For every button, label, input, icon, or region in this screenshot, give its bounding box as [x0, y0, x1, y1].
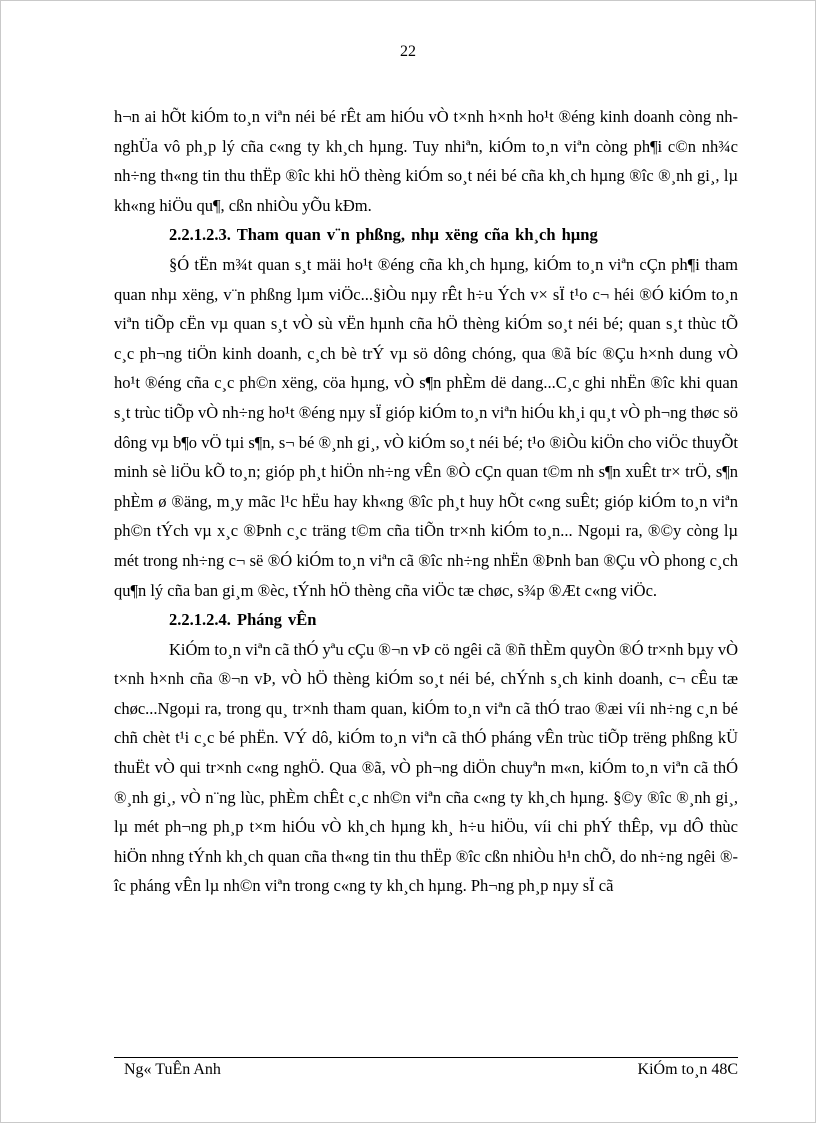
footer-author: Ng« TuÊn Anh — [124, 1061, 221, 1078]
section-heading: 2.2.1.2.3. Tham quan v¨n phßng, nhµ xëng cña kh¸ch hµng — [169, 225, 598, 245]
body-paragraph: h¬n ai hÕt kiÓm to¸n viªn néi bé rÊt am hiÓu vÒ t×nh h×nh ho¹t ®éng kinh doanh còng nh nghÜa vô ph¸p lý cña c«ng ty kh¸ch hµng. Tuy nhiªn, kiÓm to¸n viªn còng ph¶i c©n nh¾c nh÷ng th«ng tin thu thËp ®îc khi hÖ thèng kiÓm so¸t néi bé cña kh¸ch hµng ®îc ®¸nh gi¸, lµ kh«ng hiÖu qu¶, cßn nhiÒu yÕu kÐm. — [114, 107, 738, 215]
body-paragraph: KiÓm to¸n viªn cã thÓ yªu cÇu ®¬n vÞ cö ngêi cã ®ñ thÈm quyÒn ®Ó tr×nh bµy vÒ t×nh h×nh cña ®¬n vÞ, vÒ hÖ thèng kiÓm so¸t néi bé, chÝnh s¸ch kinh doanh, c¬ cÊu tæ chøc...Ngoµi ra, trong qu¸ tr×nh tham quan, kiÓm to¸n viªn cã thÓ trao ®æi víi nh÷ng c¸n bé chñ chèt t¹i c¸c bé phËn. VÝ dô, kiÓm to¸n viªn cã thÓ pháng vÊn trùc tiÕp trëng phßng kÜ thuËt vÒ qui tr×nh c«ng nghÖ. Qua ®ã, vÒ ph¬ng diÖn chuyªn m«n, kiÓm to¸n viªn cã thÓ ®¸nh gi¸, vÒ n¨ng lùc, phÈm chÊt c¸c nh©n viªn cña c«ng ty kh¸ch hµng. §©y ®îc ®¸nh gi¸, lµ mét ph¬ng ph¸p t×m hiÓu vÒ kh¸ch hµng kh¸ h÷u hiÖu, víi chi phÝ thÊp, vµ dÔ thùc hiÖn nhng tÝnh kh¸ch quan cña th«ng tin thu thËp ®îc cßn nhiÒu h¹n chÕ, do nh÷ng ngêi ®îc pháng vÊn lµ nh©n viªn trong c«ng ty kh¸ch hµng. Ph¬ng ph¸p nµy sÏ cã — [114, 639, 738, 896]
footer-divider — [114, 1057, 738, 1058]
page-number: 22 — [400, 43, 416, 60]
footer-course: KiÓm to¸n 48C — [637, 1061, 738, 1078]
page-footer — [114, 1061, 738, 1079]
page-content — [114, 102, 738, 901]
body-paragraph: §Ó tËn m¾t quan s¸t mäi ho¹t ®éng cña kh¸ch hµng, kiÓm to¸n viªn cÇn ph¶i tham quan nhµ xëng, v¨n phßng lµm viÖc...§iÒu nµy rÊt h÷u Ých v× sÏ t¹o c¬ héi ®Ó kiÓm to¸n viªn tiÕp cËn vµ quan s¸t vÒ sù vËn hµnh cña hÖ thèng kiÓm so¸t néi bé; quan s¸t thùc tÕ c¸c ph¬ng tiÖn kinh doanh, c¸ch bè trÝ vµ sö dông chóng, qua ®ã bíc ®Çu h×nh dung vÒ ho¹t ®éng cña c¸c ph©n xëng, cöa hµng, vÒ s¶n phÈm dë dang...C¸c ghi nhËn ®îc khi quan s¸t trùc tiÕp vÒ nh÷ng ho¹t ®éng nµy sÏ gióp kiÓm to¸n viªn hiÓu kh¸i qu¸t vÒ ph¬ng thøc sö dông vµ b¶o vÖ tµi s¶n, s¬ bé ®¸nh gi¸, vÒ kiÓm so¸t néi bé; t¹o ®iÒu kiÖn cho viÖc thuyÕt minh sè liÖu kÕ to¸n; gióp ph¸t hiÖn nh÷ng vÊn ®Ò cÇn quan t©m nh s¶n xuÊt tr× trÖ, s¶n phÈm ø ®äng, m¸y mãc l¹c hËu hay kh«ng ®îc ph¸t huy hÕt c«ng suÊt; gióp kiÓm to¸n viªn ph©n tÝch vµ x¸c ®Þnh c¸c träng t©m cña tiÕn tr×nh kiÓm to¸n... Ngoµi ra, ®©y còng lµ mét trong nh÷ng c¬ së ®Ó kiÓm to¸n viªn cã ®îc nh÷ng nhËn ®Þnh ban ®Çu vÒ phong c¸ch qu¶n lý cña ban gi¸m ®èc, tÝnh hÖ thèng cña viÖc tæ chøc, s¾p ®Æt c«ng viÖc. — [114, 254, 738, 600]
section-heading: 2.2.1.2.4. Pháng vÊn — [169, 610, 317, 630]
